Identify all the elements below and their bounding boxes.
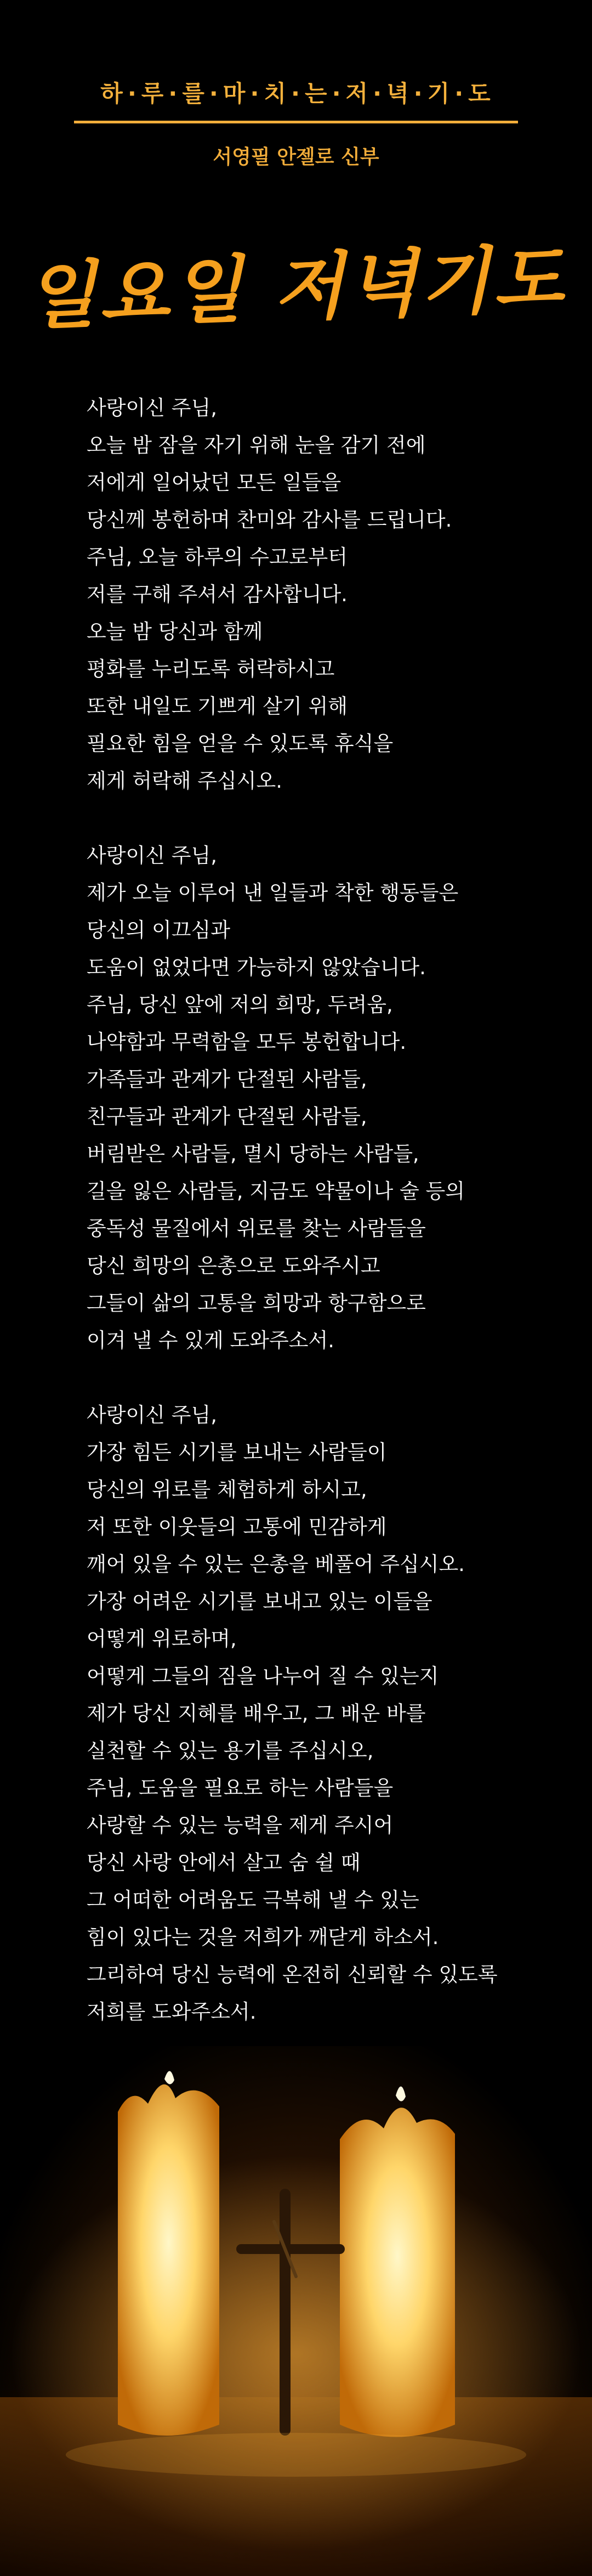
- prayer-line: 나약함과 무력함을 모두 봉헌합니다.: [87, 1030, 407, 1054]
- prayer-line: 그리하여 당신 능력에 온전히 신뢰할 수 있도록: [87, 1963, 498, 1986]
- prayer-line: 평화를 누리도록 허락하시고: [87, 657, 335, 681]
- prayer-line: 저희를 도와주소서.: [87, 2000, 257, 2024]
- title-separator: ·: [168, 80, 179, 107]
- prayer-stanza: [87, 1397, 569, 2031]
- title-separator: ·: [454, 80, 465, 107]
- prayer-line: 저에게 일어났던 모든 일들을: [87, 471, 341, 494]
- title-separator: ·: [332, 80, 342, 107]
- left-candle: [118, 2071, 219, 2436]
- prayer-line: 가장 어려운 시기를 보내고 있는 이들을: [87, 1590, 432, 1613]
- prayer-line: 친구들과 관계가 단절된 사람들,: [87, 1105, 367, 1128]
- title-separator: ·: [291, 80, 301, 107]
- prayer-line: 제게 허락해 주십시오.: [87, 769, 282, 793]
- prayer-line: 오늘 밤 당신과 함께: [87, 620, 263, 643]
- right-candle: [340, 2086, 455, 2437]
- prayer-stanza: [87, 389, 569, 800]
- prayer-line: 저 또한 이웃들의 고통에 민감하게: [87, 1515, 387, 1539]
- series-title-char: 루: [141, 80, 165, 107]
- prayer-line: 중독성 물질에서 위로를 찾는 사람들을: [87, 1217, 426, 1240]
- prayer-line: 이겨 낼 수 있게 도와주소서.: [87, 1329, 334, 1352]
- prayer-line: 제가 오늘 이루어 낸 일들과 착한 행동들은: [87, 881, 459, 905]
- prayer-line: 버림받은 사람들, 멸시 당하는 사람들,: [87, 1142, 419, 1166]
- series-title-char: 저: [345, 80, 369, 107]
- prayer-line: 오늘 밤 잠을 자기 위해 눈을 감기 전에: [87, 433, 426, 457]
- prayer-text: [87, 389, 569, 2068]
- prayer-line: 당신의 이끄심과: [87, 918, 230, 942]
- series-title-char: 는: [304, 80, 328, 107]
- prayer-line: 당신께 봉헌하며 찬미와 감사를 드립니다.: [87, 508, 452, 532]
- prayer-line: 필요한 힘을 얻을 수 있도록 휴식을: [87, 732, 394, 755]
- prayer-line: 사랑할 수 있는 능력을 제게 주시어: [87, 1814, 394, 1837]
- title-separator: ·: [209, 80, 219, 107]
- prayer-line: 주님, 도움을 필요로 하는 사람들을: [87, 1776, 394, 1800]
- prayer-line: 힘이 있다는 것을 저희가 깨닫게 하소서.: [87, 1925, 439, 1949]
- prayer-line: 당신 사랑 안에서 살고 숨 쉴 때: [87, 1851, 361, 1874]
- title-separator: ·: [250, 80, 260, 107]
- prayer-line: 그 어떠한 어려움도 극복해 낼 수 있는: [87, 1888, 419, 1912]
- page-title: 일요일 저녁기도: [24, 235, 568, 340]
- prayer-line: 사랑이신 주님,: [87, 396, 217, 420]
- prayer-line: 그들이 삶의 고통을 희망과 항구함으로: [87, 1291, 426, 1315]
- title-separator: ·: [413, 80, 424, 107]
- prayer-line: 깨어 있을 수 있는 은총을 베풀어 주십시오.: [87, 1552, 465, 1576]
- series-title-char: 하: [100, 80, 124, 107]
- prayer-line: 길을 잃은 사람들, 지금도 약물이나 술 등의: [87, 1179, 465, 1203]
- prayer-line: 가족들과 관계가 단절된 사람들,: [87, 1067, 367, 1091]
- prayer-line: 당신의 위로를 체험하게 하시고,: [87, 1478, 367, 1501]
- author-name: 서영필 안젤로 신부: [213, 146, 379, 168]
- prayer-stanza: [87, 837, 569, 1359]
- prayer-line: 주님, 오늘 하루의 수고로부터: [87, 545, 348, 569]
- series-title-char: 도: [468, 80, 492, 107]
- prayer-line: 가장 힘든 시기를 보내는 사람들이: [87, 1440, 387, 1464]
- prayer-line: 저를 구해 주셔서 감사합니다.: [87, 583, 348, 606]
- title-separator: ·: [127, 80, 138, 107]
- series-title-char: 마: [223, 80, 247, 107]
- header-divider: [74, 121, 518, 123]
- series-title: [0, 76, 592, 109]
- prayer-line: 주님, 당신 앞에 저의 희망, 두려움,: [87, 993, 393, 1016]
- prayer-line: 실천할 수 있는 용기를 주십시오,: [87, 1739, 374, 1762]
- prayer-line: 당신 희망의 은총으로 도와주시고: [87, 1254, 380, 1278]
- prayer-line: 어떻게 그들의 짐을 나누어 질 수 있는지: [87, 1664, 439, 1688]
- series-title-char: 를: [182, 80, 206, 107]
- prayer-line: 사랑이신 주님,: [87, 1403, 217, 1427]
- prayer-line: 제가 당신 지혜를 배우고, 그 배운 바를: [87, 1702, 426, 1725]
- title-separator: ·: [373, 80, 383, 107]
- series-title-char: 기: [427, 80, 451, 107]
- prayer-line: 도움이 없었다면 가능하지 않았습니다.: [87, 956, 426, 979]
- candles-with-cross-icon: [0, 2046, 592, 2576]
- prayer-line: 어떻게 위로하며,: [87, 1627, 237, 1651]
- prayer-line: 또한 내일도 기쁘게 살기 위해: [87, 694, 348, 718]
- candles-with-cross-image: [0, 2046, 592, 2576]
- series-title-char: 치: [264, 80, 288, 107]
- series-title-char: 녁: [386, 80, 410, 107]
- prayer-line: 사랑이신 주님,: [87, 844, 217, 867]
